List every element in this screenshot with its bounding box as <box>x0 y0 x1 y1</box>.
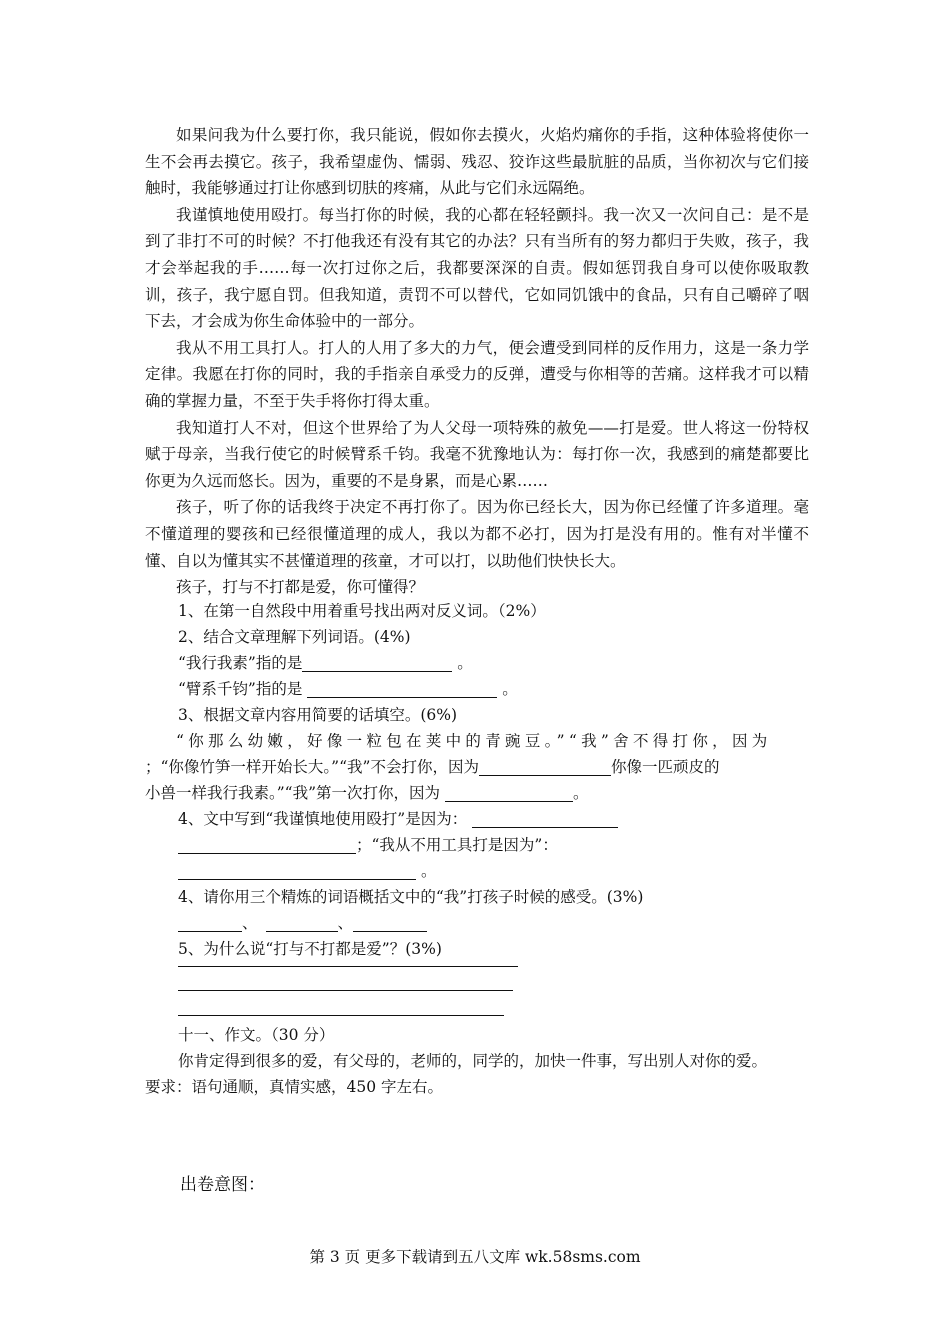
answer-blank-4a[interactable] <box>472 809 618 828</box>
question-3-line-2-text: ；“你像竹笋一样开始长大。”“我”不会打你，因为 <box>145 758 479 776</box>
question-3: 3、根据文章内容用简要的话填空。(6%) <box>178 706 458 724</box>
question-3-line-3-text: 小兽一样我行我素。”“我”第一次打你，因为 <box>145 784 441 802</box>
answer-blank-word-3[interactable] <box>353 913 427 932</box>
comma: 、 <box>242 914 258 932</box>
answer-blank-4c[interactable] <box>178 861 416 880</box>
answer-line-1[interactable] <box>178 966 518 967</box>
answer-line-3[interactable] <box>178 1015 504 1016</box>
passage-paragraph-6: 孩子，打与不打都是爱，你可懂得？ <box>176 578 425 597</box>
question-4-cont-2 <box>178 858 436 884</box>
answer-blank-2b[interactable] <box>307 679 497 698</box>
question-4-cont-text: ；“我从不用工具打是因为”： <box>356 836 558 854</box>
answer-blank-3a[interactable] <box>479 757 611 776</box>
question-3-line-2 <box>145 754 809 780</box>
question-3-line-2-tail: 你像一匹顽皮的 <box>610 758 720 776</box>
question-2a-text: “我行我素”指的是 <box>178 654 303 672</box>
question-3-line-1: “你那么幼嫩，好像一粒包在荚中的青豌豆。”“我”舍不得打你，因为 <box>176 732 772 750</box>
passage-paragraph-1: 如果问我为什么要打你，我只能说，假如你去摸火，火焰灼痛你的手指，这种体验将使你一生不会再去摸它。孩子，我希望虚伪、懦弱、残忍、狡诈这些最肮脏的品质，当你初次与它们接触时，我能够通过打让你感到切肤的疼痛，从此与它们永远隔绝。 <box>145 126 809 198</box>
question-4b-answers <box>178 910 427 936</box>
answer-blank-4b[interactable] <box>178 835 356 854</box>
period: 。 <box>572 784 589 802</box>
period: 。 <box>420 862 437 880</box>
answer-blank-2a[interactable] <box>302 653 452 672</box>
question-3-body <box>145 728 809 806</box>
question-1: 1、在第一自然段中用着重号找出两对反义词。（2%） <box>178 602 546 620</box>
answer-line-2[interactable] <box>178 990 513 991</box>
composition-heading: 十一、作文。（30 分） <box>178 1026 335 1044</box>
question-2a <box>178 650 473 676</box>
passage-paragraph-3: 我从不用工具打人。打人的人用了多大的力气，便会遭受到同样的反作用力，这是一条力学定律。我愿在打你的同时，我的手指亲自承受力的反弹，遭受与你相等的苦痛。这样我才可以精确的掌握力量，不至于失手将你打得太重。 <box>145 338 809 410</box>
composition-prompt: 你肯定得到很多的爱，有父母的，老师的，同学的，加快一件事，写出别人对你的爱。 <box>178 1052 768 1070</box>
question-2b <box>178 676 518 702</box>
question-4b: 4、请你用三个精炼的词语概括文中的“我”打孩子时候的感受。(3%) <box>178 888 644 906</box>
question-3-line-3 <box>145 780 809 806</box>
question-4-text: 4、文中写到“我谨慎地使用殴打”是因为： <box>178 810 468 828</box>
reading-passage <box>145 122 809 601</box>
passage-paragraph-5: 孩子，听了你的话我终于决定不再打你了。因为你已经长大，因为你已经懂了许多道理。毫不懂道理的婴孩和已经很懂道理的成人，我以为都不必打，因为打是没有用的。惟有对半懂不懂、自以为懂其实不甚懂道理的孩童，才可以打，以助他们快快长大。 <box>145 498 809 570</box>
composition-requirements: 要求：语句通顺，真情实感，450 字左右。 <box>145 1078 444 1096</box>
period: 。 <box>502 680 518 698</box>
answer-blank-word-1[interactable] <box>178 913 242 932</box>
comma: 、 <box>337 914 354 932</box>
question-4-cont <box>178 832 558 858</box>
period: 。 <box>457 654 473 672</box>
answer-blank-word-2[interactable] <box>266 913 338 932</box>
question-4 <box>178 806 618 832</box>
question-5: 5、为什么说“打与不打都是爱”？(3%) <box>178 940 442 958</box>
question-2: 2、结合文章理解下列词语。(4%) <box>178 628 411 646</box>
passage-paragraph-2: 我谨慎地使用殴打。每当打你的时候，我的心都在轻轻颤抖。我一次又一次问自己：是不是到了非打不可的时候？不打他我还有没有其它的办法？只有当所有的努力都归于失败，孩子，我才会举起我的手……每一次打过你之后，我都要深深的自责。假如惩罚我自身可以使你吸取教训，孩子，我宁愿自罚。但我知道，责罚不可以替代，它如同饥饿中的食品，只有自己嚼碎了咽下去，才会成为你生命体验中的一部分。 <box>145 205 809 331</box>
passage-paragraph-4: 我知道打人不对，但这个世界给了为人父母一项特殊的赦免——打是爱。世人将这一份特权赋于母亲，当我行使它的时候臂系千钧。我毫不犹豫地认为：每打你一次，我感到的痛楚都要比你更为久远而悠长。因为，重要的不是身累，而是心累…… <box>145 418 809 490</box>
question-2b-text: “臂系千钧”指的是 <box>178 680 303 698</box>
answer-blank-3b[interactable] <box>445 783 573 802</box>
page-footer: 第 3 页 更多下载请到五八文库 wk.58sms.com <box>309 1248 641 1266</box>
intent-heading: 出卷意图： <box>180 1175 265 1195</box>
